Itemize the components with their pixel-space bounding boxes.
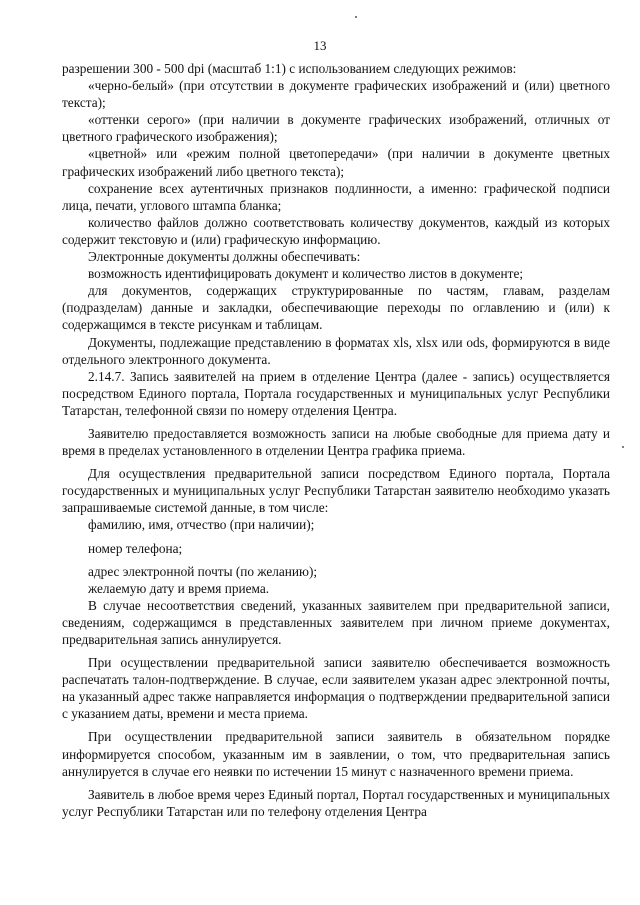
scan-speck: [355, 16, 357, 18]
paragraph: В случае несоответствия сведений, указанных заявителем при предварительной записи, сведениям, содержащимся в представленных заявителем при личном приеме документах, предварительная запись аннулируется.: [62, 597, 610, 647]
paragraph: возможность идентифицировать документ и количество листов в документе;: [88, 266, 524, 282]
paragraph: количество файлов должно соответствовать количеству документов, каждый из которых содержит текстовую и (или) графическую информацию.: [62, 214, 610, 247]
paragraph: «оттенки серого» (при наличии в документе графических изображений, отличных от цветного графического изображения);: [62, 112, 610, 145]
paragraph: При осуществлении предварительной записи заявителю обеспечивается возможность распечатать талон-подтверждение. В случае, если заявителем указан адрес электронной почты, на указанный адрес также направляется информация о подтверждении предварительной записи с указанием даты, времени и места приема.: [62, 655, 610, 722]
paragraph: 2.14.7. Запись заявителей на прием в отделение Центра (далее - запись) осуществляется посредством Единого портала, Портала государственных и муниципальных услуг Республики Татарстан, телефонной связи по номеру отделения Центра.: [62, 368, 610, 418]
scan-speck: [622, 446, 624, 448]
paragraph: желаемую дату и время приема.: [88, 580, 270, 596]
page-number: 13: [313, 38, 327, 53]
paragraph: «черно-белый» (при отсутствии в документе графических изображений и (или) цветного текста);: [62, 78, 610, 111]
paragraph: «цветной» или «режим полной цветопередачи» (при наличии в документе цветных графических изображений либо цветного текста);: [62, 146, 610, 179]
paragraph: адрес электронной почты (по желанию);: [88, 563, 318, 579]
paragraph: Заявитель в любое время через Единый портал, Портал государственных и муниципальных услуг Республики Татарстан или по телефону отделения Центра: [62, 786, 610, 819]
paragraph: Электронные документы должны обеспечивать:: [88, 249, 361, 265]
paragraph: сохранение всех аутентичных признаков подлинности, а именно: графической подписи лица, печати, углового штампа бланка;: [62, 180, 610, 213]
paragraph: номер телефона;: [88, 540, 183, 556]
paragraph: Для осуществления предварительной записи посредством Единого портала, Портала государственных и муниципальных услуг Республики Татарстан заявителю необходимо указать запрашиваемые системой данные, в том числе:: [62, 466, 610, 516]
paragraph: фамилию, имя, отчество (при наличии);: [88, 517, 315, 533]
paragraph: Документы, подлежащие представлению в форматах xls, xlsx или ods, формируются в виде отдельного электронного документа.: [62, 334, 610, 367]
document-body: [62, 60, 610, 820]
paragraph: разрешении 300 - 500 dpi (масштаб 1:1) с использованием следующих режимов:: [62, 61, 517, 76]
paragraph: При осуществлении предварительной записи заявитель в обязательном порядке информируется способом, указанным им в заявлении, о том, что предварительная запись аннулируется в случае его неявки по истечении 15 минут с назначенного времени приема.: [62, 729, 610, 779]
paragraph: для документов, содержащих структурированные по частям, главам, разделам (подразделам) данные и закладки, обеспечивающие переходы по оглавлению и (или) к содержащимся в тексте рисункам и таблицам.: [62, 283, 610, 333]
paragraph: Заявителю предоставляется возможность записи на любые свободные для приема дату и время в пределах установленного в отделении Центра графика приема.: [62, 425, 610, 459]
